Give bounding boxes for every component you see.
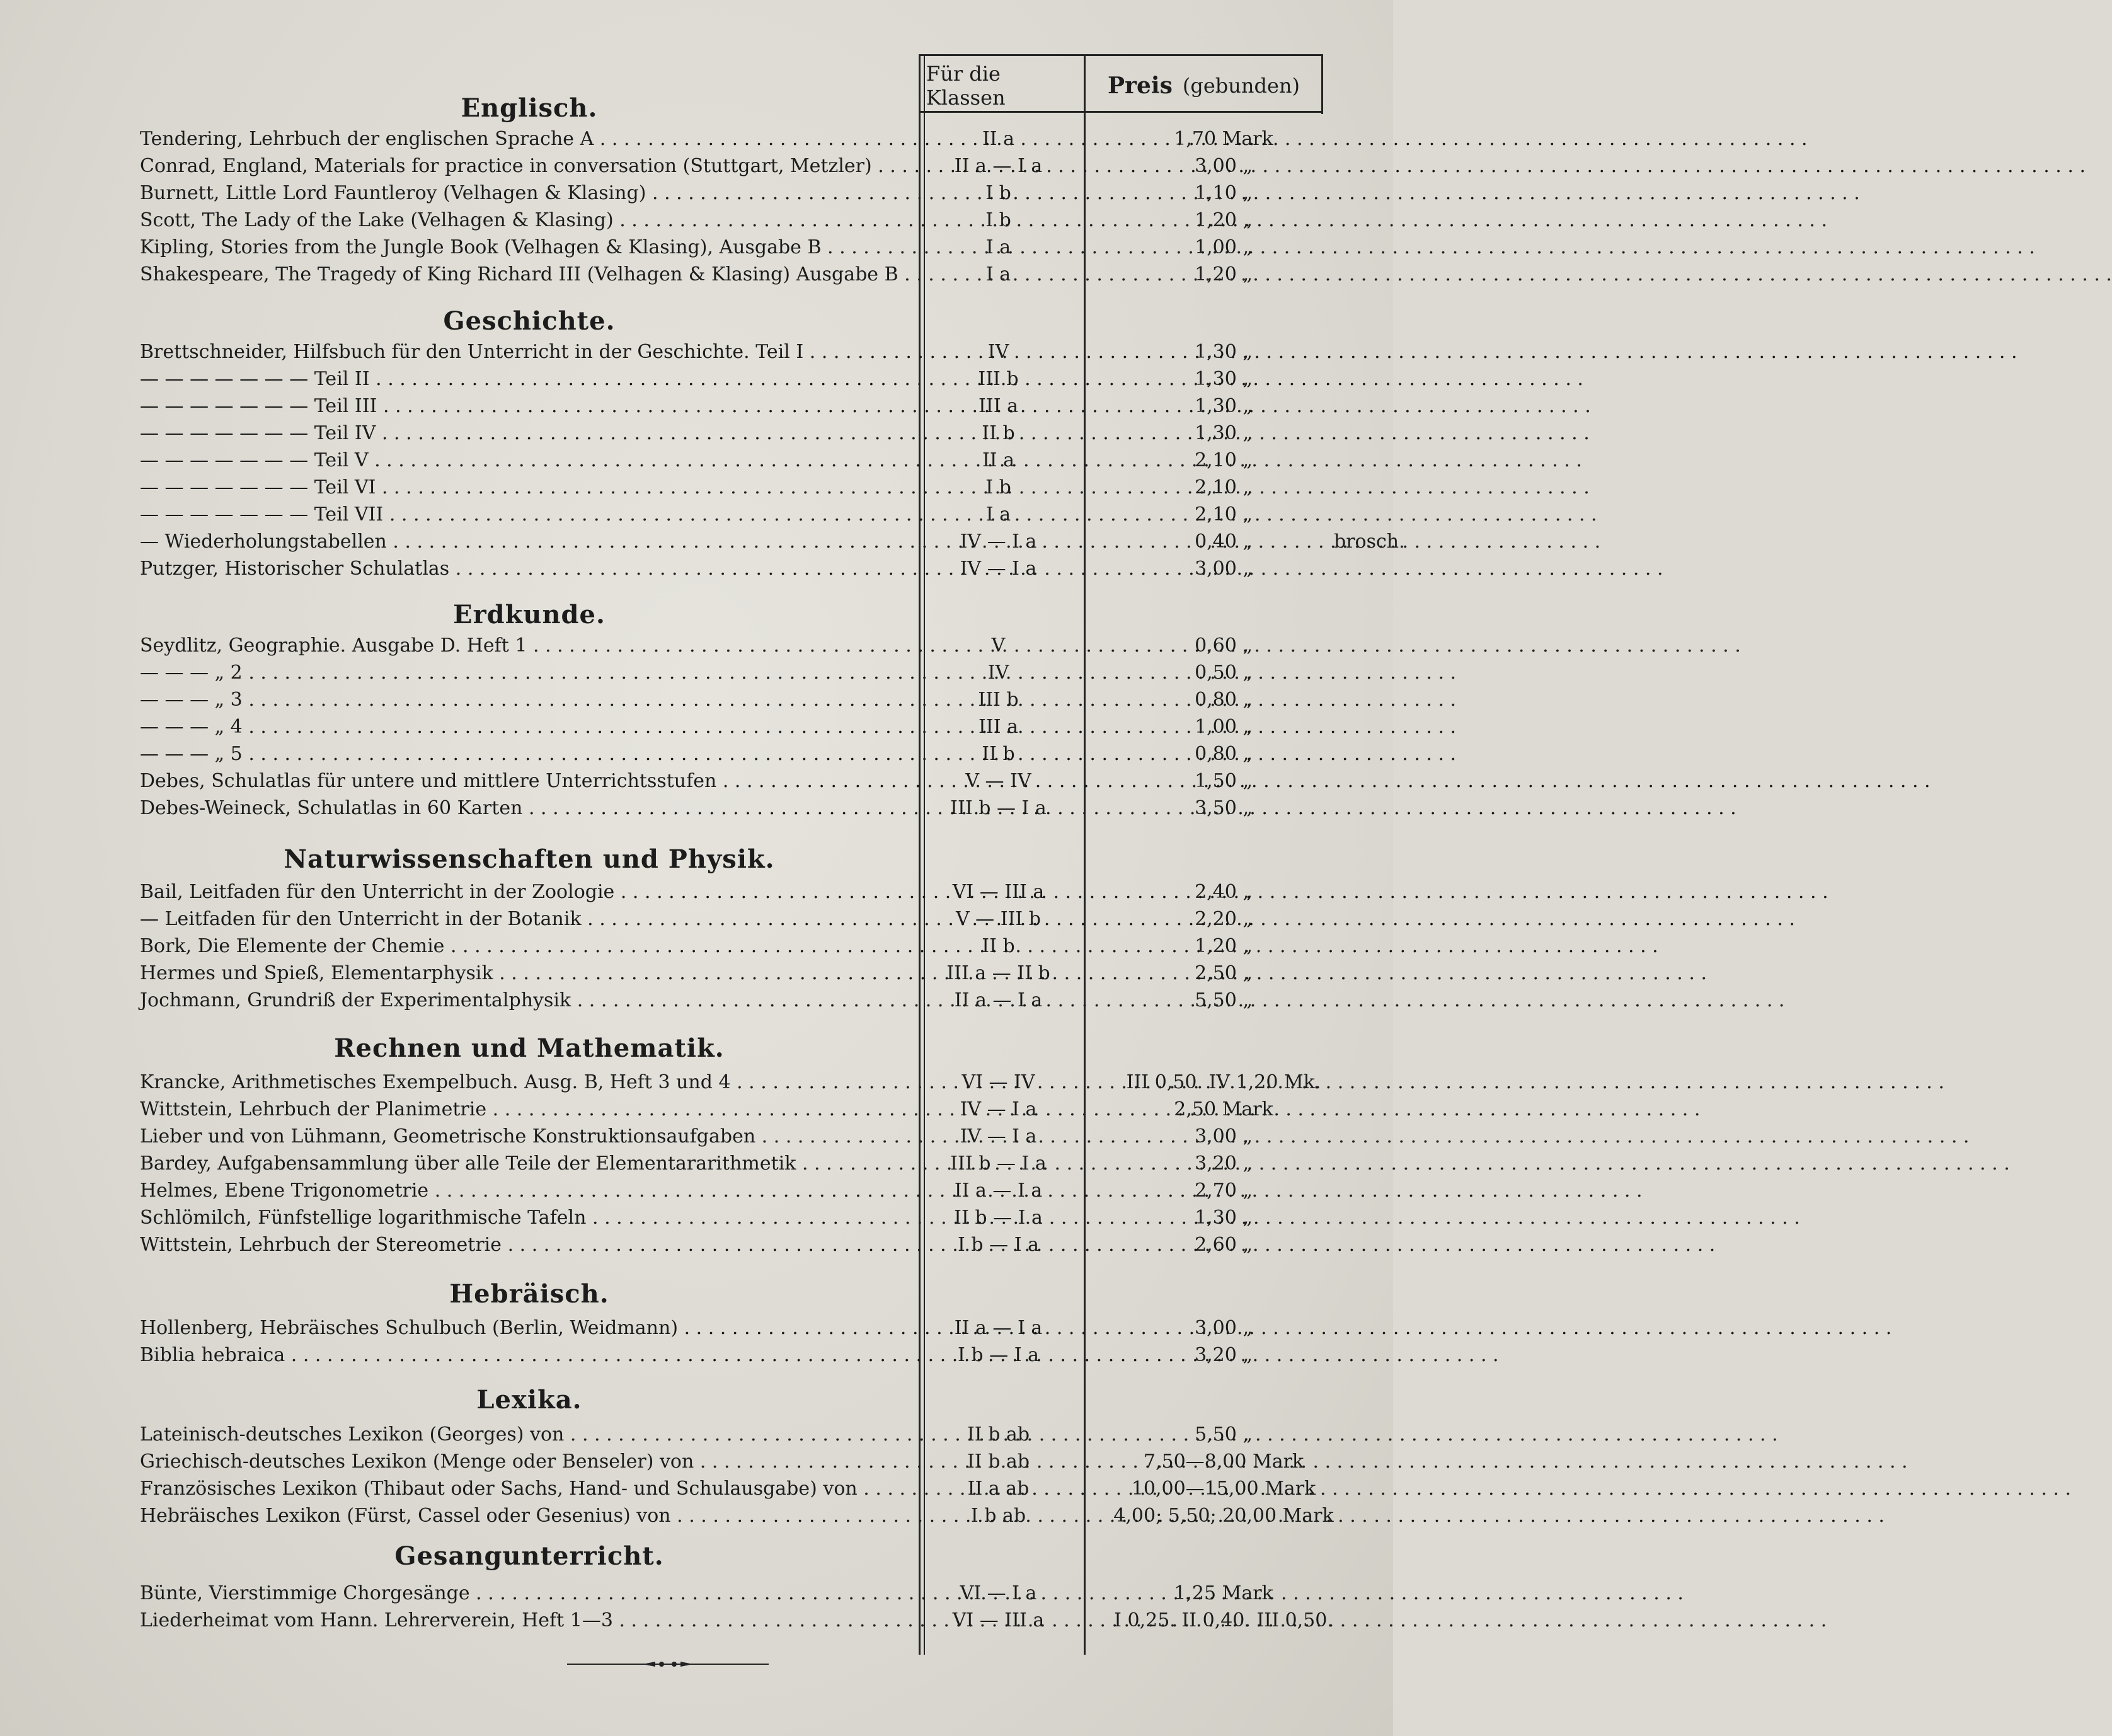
row-classes: I b bbox=[985, 209, 1011, 231]
table-row bbox=[140, 687, 1369, 713]
row-classes: VI — I a bbox=[960, 1582, 1037, 1604]
section-title-hebraeisch: Hebräisch. bbox=[449, 1279, 609, 1309]
row-price: 4,00; 5,50; 20,00 Mark bbox=[1113, 1505, 1334, 1527]
row-price: 2,50 „ bbox=[1195, 962, 1253, 984]
section-title-gesangunterricht: Gesangunterricht. bbox=[394, 1541, 664, 1571]
row-title: Krancke, Arithmetisches Exempelbuch. Ausg. B, Heft 3 und 4 . . . bbox=[140, 1069, 915, 1096]
row-title: — — — „ 4 . . . bbox=[140, 714, 915, 740]
table-row bbox=[140, 768, 1369, 795]
row-classes: VI — IV bbox=[961, 1071, 1035, 1093]
table-row bbox=[140, 1422, 1369, 1448]
table-row bbox=[140, 960, 1369, 987]
row-price: 1,30 „ bbox=[1195, 341, 1253, 363]
table-row bbox=[140, 1503, 1369, 1529]
row-title: Griechisch-deutsches Lexikon (Menge oder Benseler) von . . . bbox=[140, 1449, 915, 1475]
row-price: 2,60 „ bbox=[1195, 1234, 1253, 1256]
table-row bbox=[140, 1096, 1369, 1123]
row-classes: III b — I a bbox=[950, 1153, 1047, 1175]
row-price: 1,30 „ bbox=[1195, 422, 1253, 444]
row-title: Schlömilch, Fünfstellige logarithmische Tafeln . . . bbox=[140, 1205, 915, 1231]
table-row bbox=[140, 393, 1369, 420]
row-price: 1,10 „ bbox=[1195, 182, 1253, 204]
table-row bbox=[140, 556, 1369, 582]
row-classes: IV — I a bbox=[960, 1098, 1037, 1120]
row-price: 1,20 „ bbox=[1195, 209, 1253, 231]
table-row bbox=[140, 1232, 1369, 1258]
row-title: Helmes, Ebene Trigonometrie . . . bbox=[140, 1178, 915, 1204]
table-row bbox=[140, 420, 1369, 447]
table-row bbox=[140, 529, 1405, 555]
table-row bbox=[140, 502, 1369, 528]
row-classes: VI — III a bbox=[952, 1609, 1045, 1631]
row-price: 2,40 „ bbox=[1195, 881, 1253, 903]
row-price: 2,50 Mark bbox=[1174, 1098, 1273, 1120]
section-title-lexika: Lexika. bbox=[476, 1385, 582, 1415]
section-title-geschichte: Geschichte. bbox=[443, 306, 616, 336]
row-classes: III a bbox=[979, 716, 1018, 738]
table-row bbox=[140, 1069, 1369, 1096]
row-title: Bünte, Vierstimmige Chorgesänge . . . bbox=[140, 1580, 915, 1607]
table-row bbox=[140, 633, 1369, 659]
row-classes: III a — II b bbox=[946, 962, 1050, 984]
row-price: 10,00—15,00 Mark bbox=[1131, 1478, 1316, 1500]
row-price: 3,50 „ bbox=[1195, 797, 1253, 819]
row-title: Tendering, Lehrbuch der englischen Sprache A . . . bbox=[140, 126, 915, 152]
row-classes: I a bbox=[985, 263, 1011, 285]
row-extra: brosch. bbox=[1334, 531, 1405, 553]
row-title: Biblia hebraica . . . bbox=[140, 1342, 915, 1369]
row-classes: III b — I a bbox=[950, 797, 1047, 819]
row-classes: II b ab bbox=[967, 1423, 1030, 1446]
table-row bbox=[140, 741, 1369, 767]
row-classes: II a bbox=[982, 128, 1015, 150]
row-title: Debes, Schulatlas für untere und mittlere Unterrichtsstufen . . . bbox=[140, 768, 915, 795]
row-classes: I b — I a bbox=[958, 1234, 1039, 1256]
row-title: Französisches Lexikon (Thibaut oder Sachs, Hand- und Schulausgabe) von . . . bbox=[140, 1476, 915, 1502]
row-price: 3,00 „ bbox=[1195, 558, 1253, 580]
row-title: — Leitfaden für den Unterricht in der Botanik . . . bbox=[140, 906, 915, 933]
row-classes: VI — III a bbox=[952, 881, 1045, 903]
row-title: Seydlitz, Geographie. Ausgabe D. Heft 1 . . . bbox=[140, 633, 915, 659]
table-row bbox=[140, 126, 1369, 152]
row-title: — — — — — — — Teil VI . . . bbox=[140, 474, 915, 501]
row-title: Wittstein, Lehrbuch der Planimetrie . . . bbox=[140, 1096, 915, 1123]
row-title: — — — — — — — Teil V . . . bbox=[140, 447, 915, 474]
table-row bbox=[140, 1580, 1369, 1607]
row-price: 3,00 „ bbox=[1195, 155, 1253, 177]
table-row bbox=[140, 1124, 1369, 1150]
table-row bbox=[140, 1476, 1369, 1502]
row-classes: V — IV bbox=[965, 770, 1031, 792]
row-title: Jochmann, Grundriß der Experimentalphysik . . . bbox=[140, 987, 915, 1014]
row-title: Shakespeare, The Tragedy of King Richard III (Velhagen & Klasing) Ausgabe B . . . bbox=[140, 262, 915, 288]
row-price: III 0,50. IV 1,20 Mk. bbox=[1126, 1071, 1321, 1093]
table-row bbox=[140, 714, 1369, 740]
row-price: 1,20 „ bbox=[1195, 263, 1253, 285]
row-price: 2,20 „ bbox=[1195, 908, 1253, 930]
row-price: 1,70 Mark bbox=[1174, 128, 1273, 150]
row-classes: II b bbox=[982, 935, 1015, 957]
row-classes: III a bbox=[979, 395, 1018, 417]
row-price: 5,50 „ bbox=[1195, 1423, 1253, 1446]
row-price: 0,50 „ bbox=[1195, 662, 1253, 684]
row-classes: I a bbox=[985, 236, 1011, 258]
row-classes: III b bbox=[978, 689, 1019, 711]
row-classes: II a — I a bbox=[954, 155, 1043, 177]
right-column-rule bbox=[1321, 54, 1323, 114]
table-row bbox=[140, 1449, 1369, 1475]
row-classes: I b bbox=[985, 476, 1011, 498]
header-classes-label: Für die Klassen bbox=[926, 62, 1006, 110]
header-price-label: Preis bbox=[1107, 72, 1173, 99]
row-classes: II a — I a bbox=[954, 1180, 1043, 1202]
row-classes: V bbox=[991, 635, 1006, 657]
row-title: — — — — — — — Teil II . . . bbox=[140, 366, 915, 393]
row-title: — — — „ 3 . . . bbox=[140, 687, 915, 713]
row-title: Bardey, Aufgabensammlung über alle Teile der Elementararithmetik . . . bbox=[140, 1151, 915, 1177]
row-price: 1,30 „ bbox=[1195, 368, 1253, 390]
table-row bbox=[140, 207, 1369, 234]
table-row bbox=[140, 879, 1369, 905]
table-row bbox=[140, 1342, 1369, 1369]
row-title: Conrad, England, Materials for practice in conversation (Stuttgart, Metzler) . . . bbox=[140, 153, 915, 180]
row-price: 7,50—8,00 Mark bbox=[1143, 1451, 1304, 1473]
row-title: Brettschneider, Hilfsbuch für den Unterricht in der Geschichte. Teil I . . . bbox=[140, 339, 915, 365]
row-classes: II b bbox=[982, 422, 1015, 444]
table-row bbox=[140, 447, 1369, 474]
table-row bbox=[140, 153, 1369, 180]
row-title: Debes-Weineck, Schulatlas in 60 Karten . . . bbox=[140, 795, 915, 822]
table-row bbox=[140, 234, 1369, 261]
row-price: 1,30 „ bbox=[1195, 1207, 1253, 1229]
row-title: Bork, Die Elemente der Chemie . . . bbox=[140, 933, 915, 960]
table-row bbox=[140, 795, 1369, 822]
row-title: Bail, Leitfaden für den Unterricht in der Zoologie . . . bbox=[140, 879, 915, 905]
row-title: — — — „ 5 . . . bbox=[140, 741, 915, 767]
section-title-englisch: Englisch. bbox=[461, 93, 598, 123]
header-top-rule bbox=[919, 54, 1323, 56]
row-title: Kipling, Stories from the Jungle Book (Velhagen & Klasing), Ausgabe B . . . bbox=[140, 234, 915, 261]
row-title: Lateinisch-deutsches Lexikon (Georges) von . . . bbox=[140, 1422, 915, 1448]
row-price: 1,25 Mark bbox=[1174, 1582, 1273, 1604]
row-title: — — — — — — — Teil VII . . . bbox=[140, 502, 915, 528]
table-row bbox=[140, 474, 1369, 501]
row-classes: V — III b bbox=[955, 908, 1042, 930]
table-row bbox=[140, 180, 1369, 207]
row-classes: II a — I a bbox=[954, 989, 1043, 1011]
table-row bbox=[140, 987, 1369, 1014]
row-title: Hebräisches Lexikon (Fürst, Cassel oder Gesenius) von . . . bbox=[140, 1503, 915, 1529]
row-classes: IV bbox=[987, 341, 1009, 363]
row-classes: I a bbox=[985, 503, 1011, 526]
row-title: Wittstein, Lehrbuch der Stereometrie . . . bbox=[140, 1232, 915, 1258]
row-price: 2,10 „ bbox=[1195, 449, 1253, 471]
row-classes: II a ab bbox=[967, 1478, 1030, 1500]
row-price: 1,30 „ bbox=[1195, 395, 1253, 417]
row-title: — — — — — — — Teil III . . . bbox=[140, 393, 915, 420]
table-row bbox=[140, 933, 1369, 960]
middle-column-rule bbox=[1084, 54, 1086, 1655]
row-classes: II b ab bbox=[967, 1451, 1030, 1473]
section-title-erdkunde: Erdkunde. bbox=[453, 600, 605, 629]
table-row bbox=[140, 1315, 1369, 1342]
row-classes: I b bbox=[985, 182, 1011, 204]
row-price: 5,50 „ bbox=[1195, 989, 1253, 1011]
row-price: 3,00 „ bbox=[1195, 1317, 1253, 1339]
row-title: — Wiederholungstabellen . . . bbox=[140, 529, 915, 555]
row-title: — — — — — — — Teil IV . . . bbox=[140, 420, 915, 447]
row-classes: III b bbox=[978, 368, 1019, 390]
table-row bbox=[140, 1205, 1369, 1231]
section-title-naturwissenschaften: Naturwissenschaften und Physik. bbox=[284, 844, 775, 874]
table-row bbox=[140, 262, 1369, 288]
row-price: 1,00 „ bbox=[1195, 236, 1253, 258]
ornament-divider bbox=[567, 1660, 769, 1669]
row-classes: IV — I a bbox=[960, 558, 1037, 580]
row-price: 0,80 „ bbox=[1195, 689, 1253, 711]
table-row bbox=[140, 906, 1369, 933]
section-title-mathematik: Rechnen und Mathematik. bbox=[334, 1033, 725, 1063]
table-row bbox=[140, 1151, 1369, 1177]
header-classes bbox=[926, 60, 1084, 111]
row-classes: II a — I a bbox=[954, 1317, 1043, 1339]
row-classes: I b ab bbox=[970, 1505, 1026, 1527]
row-classes: IV — I a bbox=[960, 531, 1037, 553]
row-title: Lieber und von Lühmann, Geometrische Konstruktionsaufgaben . . . bbox=[140, 1124, 915, 1150]
table-row bbox=[140, 660, 1369, 686]
row-price: 1,20 „ bbox=[1195, 935, 1253, 957]
row-price: 3,20 „ bbox=[1195, 1153, 1253, 1175]
row-classes: II b bbox=[982, 743, 1015, 765]
row-price: 0,60 „ bbox=[1195, 635, 1253, 657]
row-title: Burnett, Little Lord Fauntleroy (Velhagen & Klasing) . . . bbox=[140, 180, 915, 207]
table-row bbox=[140, 366, 1369, 393]
header-price-note: (gebunden) bbox=[1182, 74, 1300, 98]
row-price: 1,00 „ bbox=[1195, 716, 1253, 738]
row-classes: II b — I a bbox=[954, 1207, 1043, 1229]
row-price: I 0,25. II 0,40. III 0,50. bbox=[1114, 1609, 1333, 1631]
row-title: — — — „ 2 . . . bbox=[140, 660, 915, 686]
row-price: 3,20 „ bbox=[1195, 1344, 1253, 1366]
row-price: 2,10 „ bbox=[1195, 476, 1253, 498]
header-bottom-rule bbox=[919, 111, 1323, 113]
row-title: Putzger, Historischer Schulatlas . . . bbox=[140, 556, 915, 582]
row-price: 2,10 „ bbox=[1195, 503, 1253, 526]
row-classes: I b — I a bbox=[958, 1344, 1039, 1366]
row-price: 3,00 „ bbox=[1195, 1125, 1253, 1147]
row-title: Hollenberg, Hebräisches Schulbuch (Berlin, Weidmann) . . . bbox=[140, 1315, 915, 1342]
row-price: 1,50 „ bbox=[1195, 770, 1253, 792]
row-price: 2,70 „ bbox=[1195, 1180, 1253, 1202]
row-classes: IV bbox=[987, 662, 1009, 684]
row-title: Scott, The Lady of the Lake (Velhagen & Klasing) . . . bbox=[140, 207, 915, 234]
table-row bbox=[140, 339, 1369, 365]
header-price bbox=[1086, 60, 1321, 111]
table-row bbox=[140, 1607, 1369, 1634]
row-price: 0,80 „ bbox=[1195, 743, 1253, 765]
row-classes: II a bbox=[982, 449, 1015, 471]
row-price: 0,40 „ bbox=[1195, 531, 1253, 553]
row-title: Liederheimat vom Hann. Lehrerverein, Heft 1—3 . . . bbox=[140, 1607, 915, 1634]
table-row bbox=[140, 1178, 1369, 1204]
row-title: Hermes und Spieß, Elementarphysik . . . bbox=[140, 960, 915, 987]
row-classes: IV — I a bbox=[960, 1125, 1037, 1147]
